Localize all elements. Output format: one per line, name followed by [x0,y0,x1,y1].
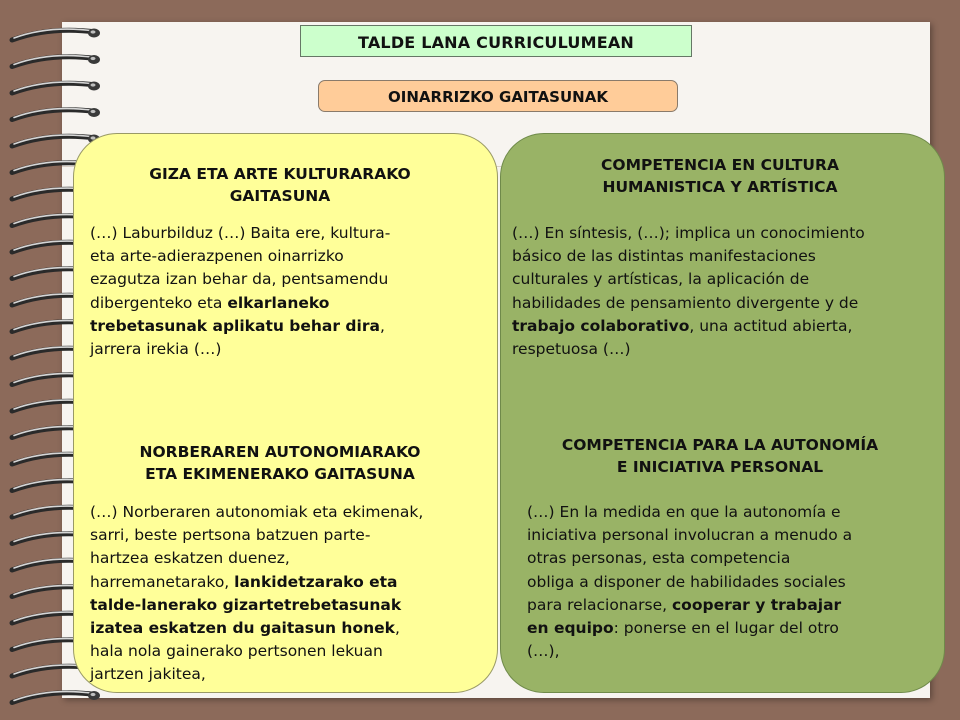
page-title: TALDE LANA CURRICULUMEAN [300,25,692,57]
right-top-heading: COMPETENCIA EN CULTURA HUMANISTICA Y ARTÍSTICA [601,156,839,196]
left-top-text: (…) Laburbilduz (…) Baita ere, kultura- eta arte-adierazpenen oinarrizko ezagutza izan behar da, pentsamendu dibergenteko eta elkarlaneko trebetasunak aplikatu behar dira, jarrera irekia (…) [90,224,391,359]
left-top-heading: GIZA ETA ARTE KULTURARAKO GAITASUNA [149,165,411,205]
left-bottom-text: (…) Norberaren autonomiak eta ekimenak, sarri, beste pertsona batzuen parte- hartzea eskatzen duenez, harremanetarako, lankidetzarako eta talde-lanerako gizartetrebetasunak izatea eskatzen du gaitasun honek, hala nola gainerako pertsonen lekuan jartzen jakitea, [90,503,424,684]
left-bottom-heading: NORBERAREN AUTONOMIARAKO ETA EKIMENERAKO GAITASUNA [139,443,421,483]
page-subtitle: OINARRIZKO GAITASUNAK [318,80,678,112]
right-top-text: (…) En síntesis, (…); implica un conocimiento básico de las distintas manifestaciones culturales y artísticas, la aplicación de habilidades de pensamiento divergente y de trabajo colaborativo, una actitud abierta, respetuosa (…) [512,224,865,359]
right-bottom-heading: COMPETENCIA PARA LA AUTONOMÍA E INICIATIVA PERSONAL [561,436,879,476]
right-bottom-text: (…) En la medida en que la autonomía e iniciativa personal involucran a menudo a otras personas, esta competencia obliga a disponer de habilidades sociales para relacionarse, cooperar y trabajar en equipo: ponerse en el lugar del otro (…), [527,503,853,661]
